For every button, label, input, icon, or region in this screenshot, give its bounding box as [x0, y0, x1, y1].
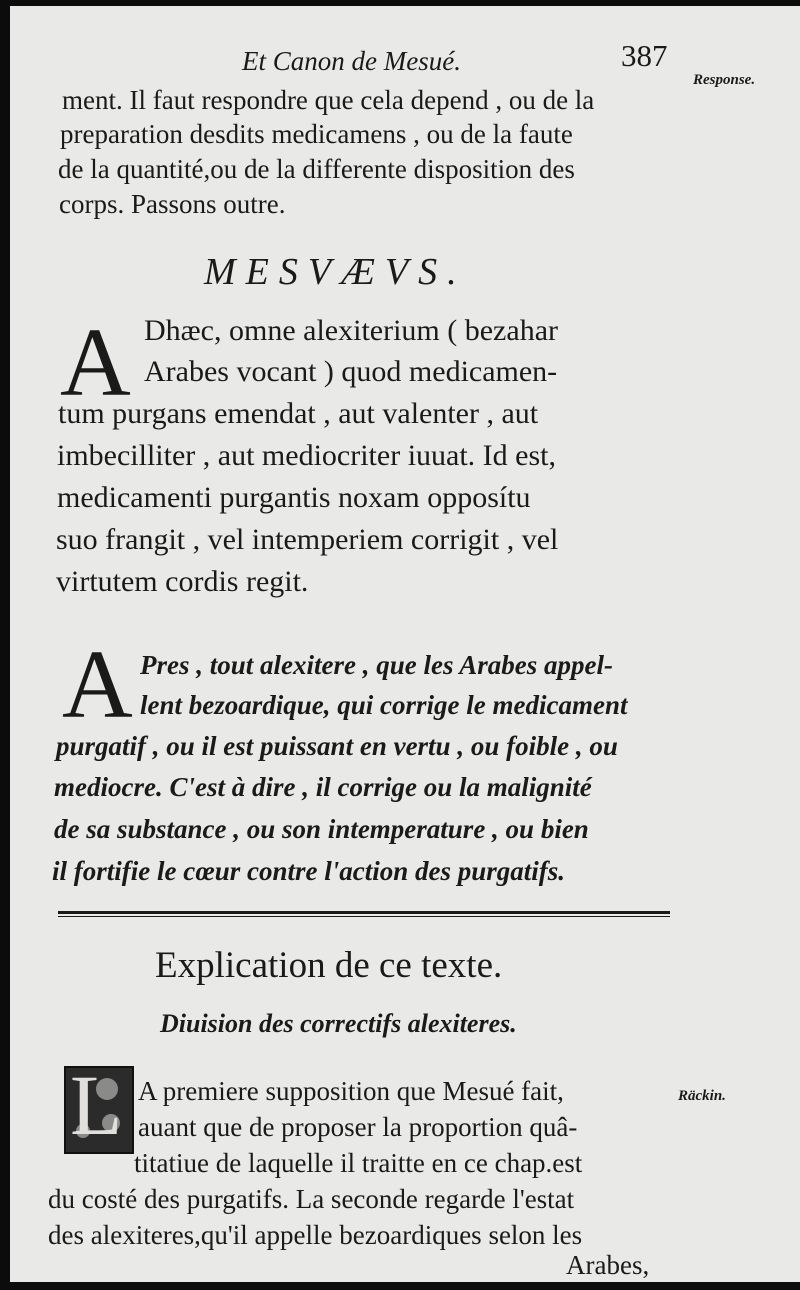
- margin-note-rackin: Räckin.: [678, 1088, 726, 1104]
- drop-cap: A: [62, 631, 133, 739]
- text-line: auant que de proposer la proportion quâ-: [138, 1112, 578, 1142]
- text-line: Arabes,: [566, 1250, 650, 1280]
- margin-note-response: Response.: [693, 72, 756, 88]
- french-line: mediocre. C'est à dire , il corrige ou la malignité: [54, 772, 592, 802]
- text-line: preparation desdits medicamens , ou de la faute: [60, 119, 573, 149]
- latin-line: virtutem cordis regit.: [56, 565, 309, 598]
- drop-cap: A: [60, 309, 131, 417]
- latin-line: imbecilliter , aut mediocriter iuuat. Id est,: [57, 439, 556, 472]
- french-line: purgatif , ou il est puissant en vertu , ou foible , ou: [56, 731, 618, 761]
- text-line: A premiere supposition que Mesué fait,: [138, 1076, 564, 1106]
- french-line: lent bezoardique, qui corrige le medicament: [140, 690, 628, 720]
- french-line: de sa substance , ou son intemperature , ou bien: [54, 814, 589, 844]
- latin-line: suo frangit , vel intemperiem corrigit , vel: [56, 523, 559, 556]
- latin-line: tum purgans emendat , aut valenter , aut: [58, 397, 539, 430]
- text-line: titatiue de laquelle il traitte en ce chap.est: [134, 1148, 583, 1178]
- text-line: du costé des purgatifs. La seconde regarde l'estat: [48, 1184, 575, 1214]
- section-heading: MESVÆVS.: [204, 251, 467, 293]
- running-header: Et Canon de Mesué.: [242, 46, 461, 76]
- explication-title: Explication de ce texte.: [155, 945, 503, 986]
- text-line: corps. Passons outre.: [59, 189, 286, 219]
- text-line: ment. Il faut respondre que cela depend , ou de la: [62, 85, 595, 115]
- latin-line: Arabes vocant ) quod medicamen-: [144, 355, 558, 388]
- latin-line: medicamenti purgantis noxam opposítu: [57, 481, 531, 514]
- ornamental-initial: L: [64, 1066, 134, 1154]
- explication-subtitle: Diuision des correctifs alexiteres.: [160, 1009, 517, 1038]
- french-line: il fortifie le cœur contre l'action des purgatifs.: [52, 856, 565, 886]
- page-number: 387: [621, 38, 668, 73]
- french-line: Pres , tout alexitere , que les Arabes appel-: [140, 650, 613, 680]
- text-line: des alexiteres,qu'il appelle bezoardiques selon les: [48, 1220, 583, 1250]
- section-rule: [58, 911, 670, 914]
- book-page: [10, 6, 800, 1282]
- text-line: de la quantité,ou de la differente disposition des: [58, 154, 575, 184]
- latin-line: Dhæc, omne alexiterium ( bezahar: [144, 314, 558, 347]
- section-rule-thin: [58, 916, 670, 917]
